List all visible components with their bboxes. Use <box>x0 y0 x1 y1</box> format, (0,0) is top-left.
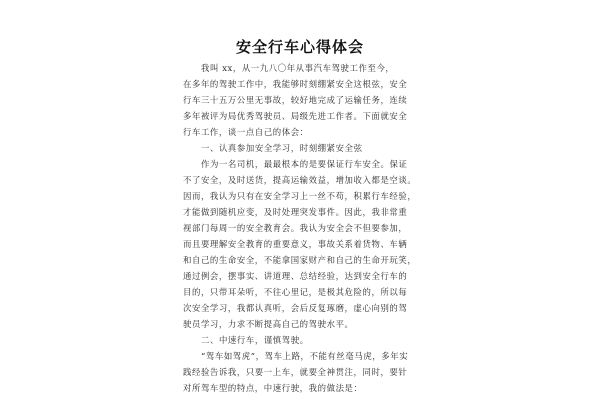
text-line: 和自己的生命安全，不能拿国家财产和自己的生命开玩笑， <box>183 255 417 265</box>
text-line: 作为一名司机，最最根本的是要保证行车安全。保证 <box>201 159 408 169</box>
text-line: 驶员学习，力求不断提高自己的驾驶水平。 <box>183 319 354 329</box>
text-line: 目的，只带耳朵听，不往心里记，是极其危险的，所以每 <box>183 287 408 297</box>
text-line: 次安全学习，我都认真听，会后反复琢磨，虚心向别的驾 <box>183 303 408 313</box>
text-line: 多年被评为局优秀驾驶员、局级先进工作者。下面就安全 <box>183 111 408 121</box>
text-line: 对所驾车型的特点，中速行驶，我的做法是： <box>183 383 363 393</box>
text-line: 在多年的驾驶工作中，我能够时刻绷紧安全这根弦，安全 <box>183 79 408 89</box>
text-line: 一、认真参加安全学习，时刻绷紧安全弦 <box>201 143 363 153</box>
text-line: 行车工作，谈一点自己的体会： <box>183 127 309 137</box>
text-line: 我叫 xx，从一九八〇年从事汽车驾驶工作至今， <box>201 63 395 73</box>
text-line: 行车三十五万公里无事故，较好地完成了运输任务，连续 <box>183 95 408 105</box>
text-line: 践经验告诉我，只要一上车，就要全神贯注，同时，要针 <box>183 367 408 377</box>
text-line: 视部门每周一的安全教育会。我认为安全会不但要参加， <box>183 223 408 233</box>
document-title: 安全行车心得体会 <box>235 38 364 56</box>
text-line: “驾车如驾虎”，驾车上路，不能有丝毫马虎，多年实 <box>201 351 409 361</box>
text-line: 二、中速行车，谨慎驾驶。 <box>201 335 309 345</box>
text-line: 才能做到随机应变，及时处理突发事件。因此，我非常重 <box>183 207 408 217</box>
text-line: 因而，我认为只有在安全学习上一丝不苟，积累行车经验， <box>183 191 417 201</box>
document-body <box>183 60 417 396</box>
text-line: 通过例会，摆事实、讲道理、总结经验，达到安全行车的 <box>183 271 408 281</box>
text-line: 而且要理解安全教育的重要意义，事故关系着货物、车辆 <box>183 239 408 249</box>
text-line: 不了安全，及时送货，提高运输效益，增加收入都是空谈。 <box>183 175 417 185</box>
